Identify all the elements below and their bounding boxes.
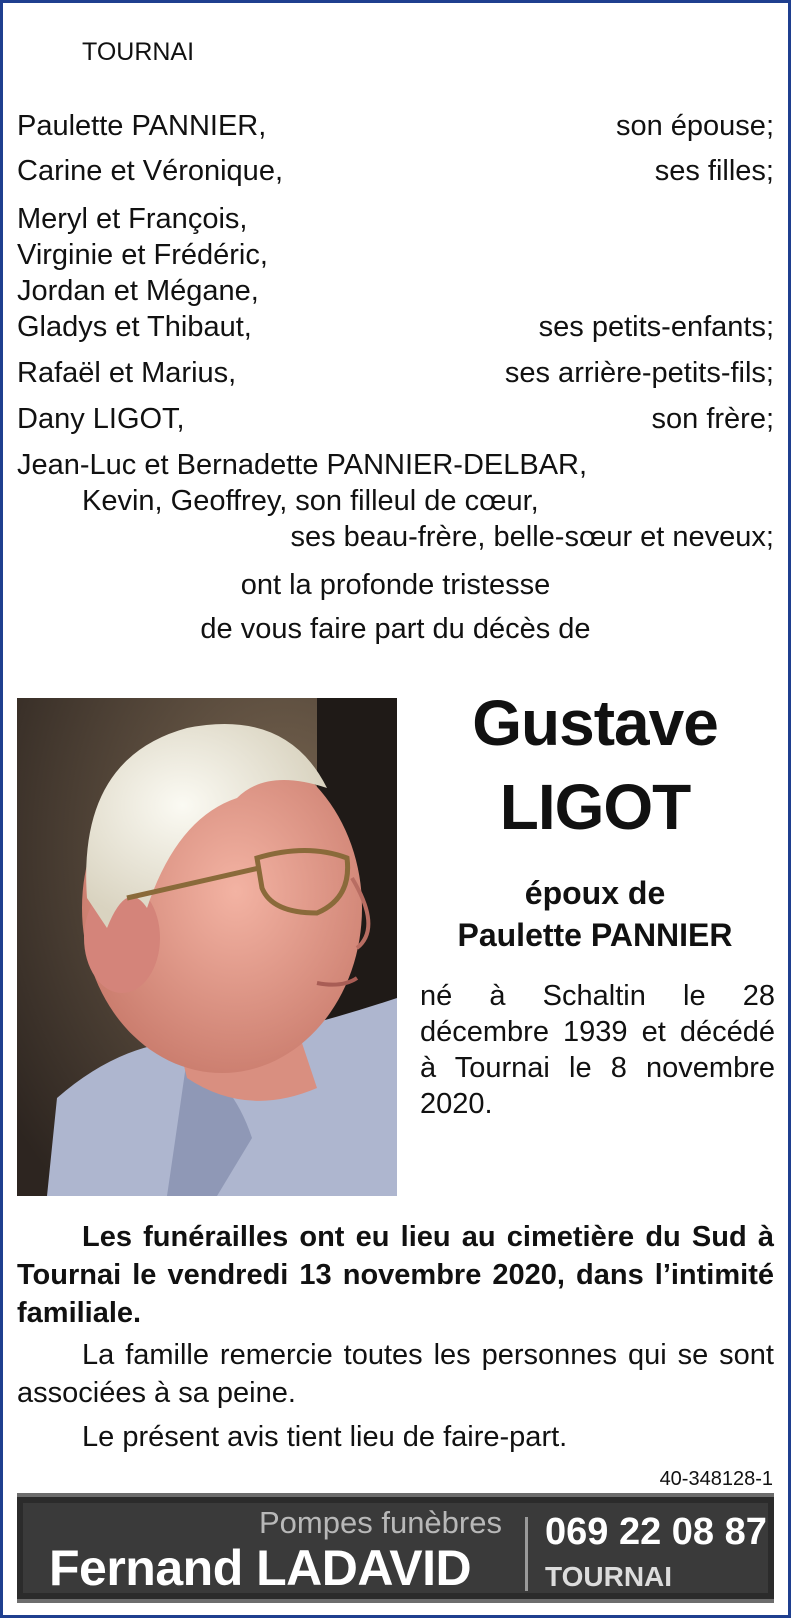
- inlaws-line1: Jean-Luc et Bernadette PANNIER-DELBAR,: [17, 449, 588, 481]
- banner-city: TOURNAI: [545, 1561, 673, 1592]
- family-relation: son épouse;: [615, 110, 774, 142]
- deceased-last-name: LIGOT: [499, 771, 691, 843]
- family-relation: ses arrière-petits-fils;: [504, 357, 774, 389]
- family-name: Virginie et Frédéric,: [17, 239, 268, 271]
- notice-paragraph: Le présent avis tient lieu de faire-part.: [82, 1421, 568, 1453]
- thanks-paragraph: La famille remercie toutes les personnes qui se sont associées à sa peine.: [17, 1339, 774, 1409]
- banner-company: Fernand LADAVID: [49, 1540, 472, 1596]
- family-name: Jordan et Mégane,: [17, 275, 259, 307]
- family-name: Dany LIGOT,: [17, 403, 185, 435]
- banner-phone: 069 22 08 87: [545, 1511, 767, 1553]
- banner-subtitle: Pompes funèbres: [259, 1505, 502, 1540]
- inlaws-relation: ses beau-frère, belle-sœur et neveux;: [290, 521, 774, 553]
- deceased-first-name: Gustave: [472, 687, 718, 759]
- deceased-bio: né à Schaltin le 28 décembre 1939 et décédé à Tournai le 8 novembre 2020.: [420, 980, 775, 1120]
- banner-panel: [23, 1503, 768, 1596]
- family-name: Gladys et Thibaut,: [17, 311, 252, 343]
- banner-divider: [525, 1517, 528, 1591]
- announce-line2: de vous faire part du décès de: [200, 613, 591, 645]
- funeral-home-banner: [17, 1493, 774, 1603]
- family-name: Carine et Véronique,: [17, 155, 283, 187]
- portrait-illustration: [17, 698, 397, 1196]
- family-name: Meryl et François,: [17, 203, 248, 235]
- family-name: Paulette PANNIER,: [17, 110, 267, 142]
- reference-number: 40-348128-1: [659, 1468, 773, 1490]
- inlaws-line2: Kevin, Geoffrey, son filleul de cœur,: [82, 485, 539, 517]
- spouse-line1: époux de: [524, 875, 666, 911]
- family-relation: ses filles;: [654, 155, 774, 187]
- announce-line1: ont la profonde tristesse: [240, 569, 551, 601]
- family-relation: ses petits-enfants;: [538, 311, 774, 343]
- funeral-paragraph: Les funérailles ont eu lieu au cimetière du Sud à Tournai le vendredi 13 novembre 2020, dans l’intimité familiale.: [17, 1221, 774, 1329]
- portrait-photo: [17, 698, 397, 1196]
- family-name: Rafaël et Marius,: [17, 357, 237, 389]
- family-relation: son frère;: [651, 403, 774, 435]
- spouse-line2: Paulette PANNIER: [457, 917, 733, 953]
- header-city: TOURNAI: [82, 38, 195, 66]
